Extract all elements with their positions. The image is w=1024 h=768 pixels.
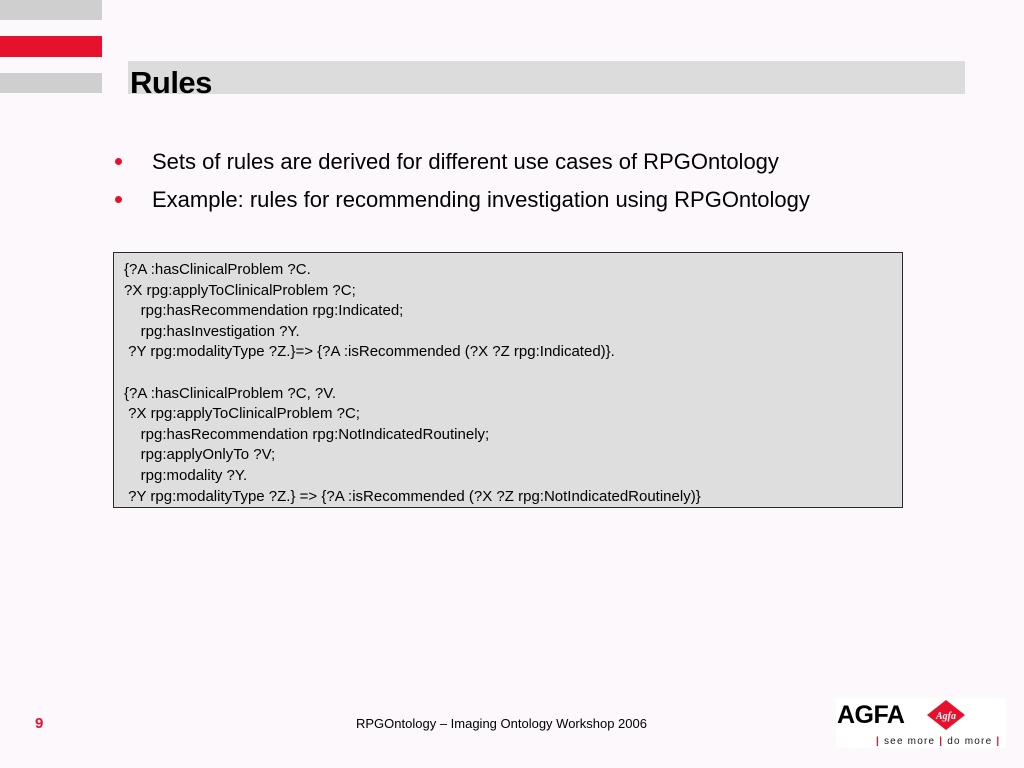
rules-code-box bbox=[113, 252, 903, 508]
rule-line: ?Y rpg:modalityType ?Z.} => {?A :isRecommended (?X ?Z rpg:NotIndicatedRoutinely)} bbox=[124, 487, 701, 505]
rule-line: rpg:hasRecommendation rpg:NotIndicatedRoutinely; bbox=[124, 425, 490, 443]
decorative-stripe-gray-top bbox=[0, 0, 102, 20]
rule-line: {?A :hasClinicalProblem ?C. bbox=[124, 261, 311, 278]
bullet-dot-icon bbox=[115, 158, 122, 165]
decorative-stripe-gray-bottom bbox=[0, 73, 102, 93]
agfa-logo bbox=[836, 698, 1006, 748]
page-number: 9 bbox=[35, 715, 44, 732]
logo-diamond-text: Agfa bbox=[936, 711, 956, 722]
bullet-dot-icon bbox=[115, 196, 122, 203]
logo-tagline: | see more | do more | bbox=[876, 736, 1001, 747]
rule-line-blank bbox=[124, 363, 902, 384]
bullet-item bbox=[112, 181, 810, 219]
rule-line: rpg:hasRecommendation rpg:Indicated; bbox=[124, 302, 404, 320]
decorative-stripe-red bbox=[0, 36, 102, 57]
rule-line: ?Y rpg:modalityType ?Z.}=> {?A :isRecommended (?X ?Z rpg:Indicated)}. bbox=[124, 343, 615, 361]
title-band bbox=[128, 61, 965, 94]
rule-line: ?X rpg:applyToClinicalProblem ?C; bbox=[124, 281, 356, 299]
bullet-item bbox=[112, 143, 810, 181]
logo-wordmark: AGFA bbox=[837, 701, 905, 729]
rule-line: {?A :hasClinicalProblem ?C, ?V. bbox=[124, 384, 337, 402]
rule-line: rpg:applyOnlyTo ?V; bbox=[124, 446, 276, 464]
slide-title: Rules bbox=[130, 65, 212, 100]
bullet-text: Sets of rules are derived for different use cases of RPGOntology bbox=[152, 149, 779, 174]
rule-line: ?X rpg:applyToClinicalProblem ?C; bbox=[124, 405, 360, 423]
bullet-list bbox=[112, 143, 810, 219]
bullet-text: Example: rules for recommending investigation using RPGOntology bbox=[152, 187, 810, 212]
footer-caption: RPGOntology – Imaging Ontology Workshop 2006 bbox=[356, 716, 647, 731]
rule-line: rpg:hasInvestigation ?Y. bbox=[124, 322, 300, 340]
rule-line: rpg:modality ?Y. bbox=[124, 466, 248, 484]
